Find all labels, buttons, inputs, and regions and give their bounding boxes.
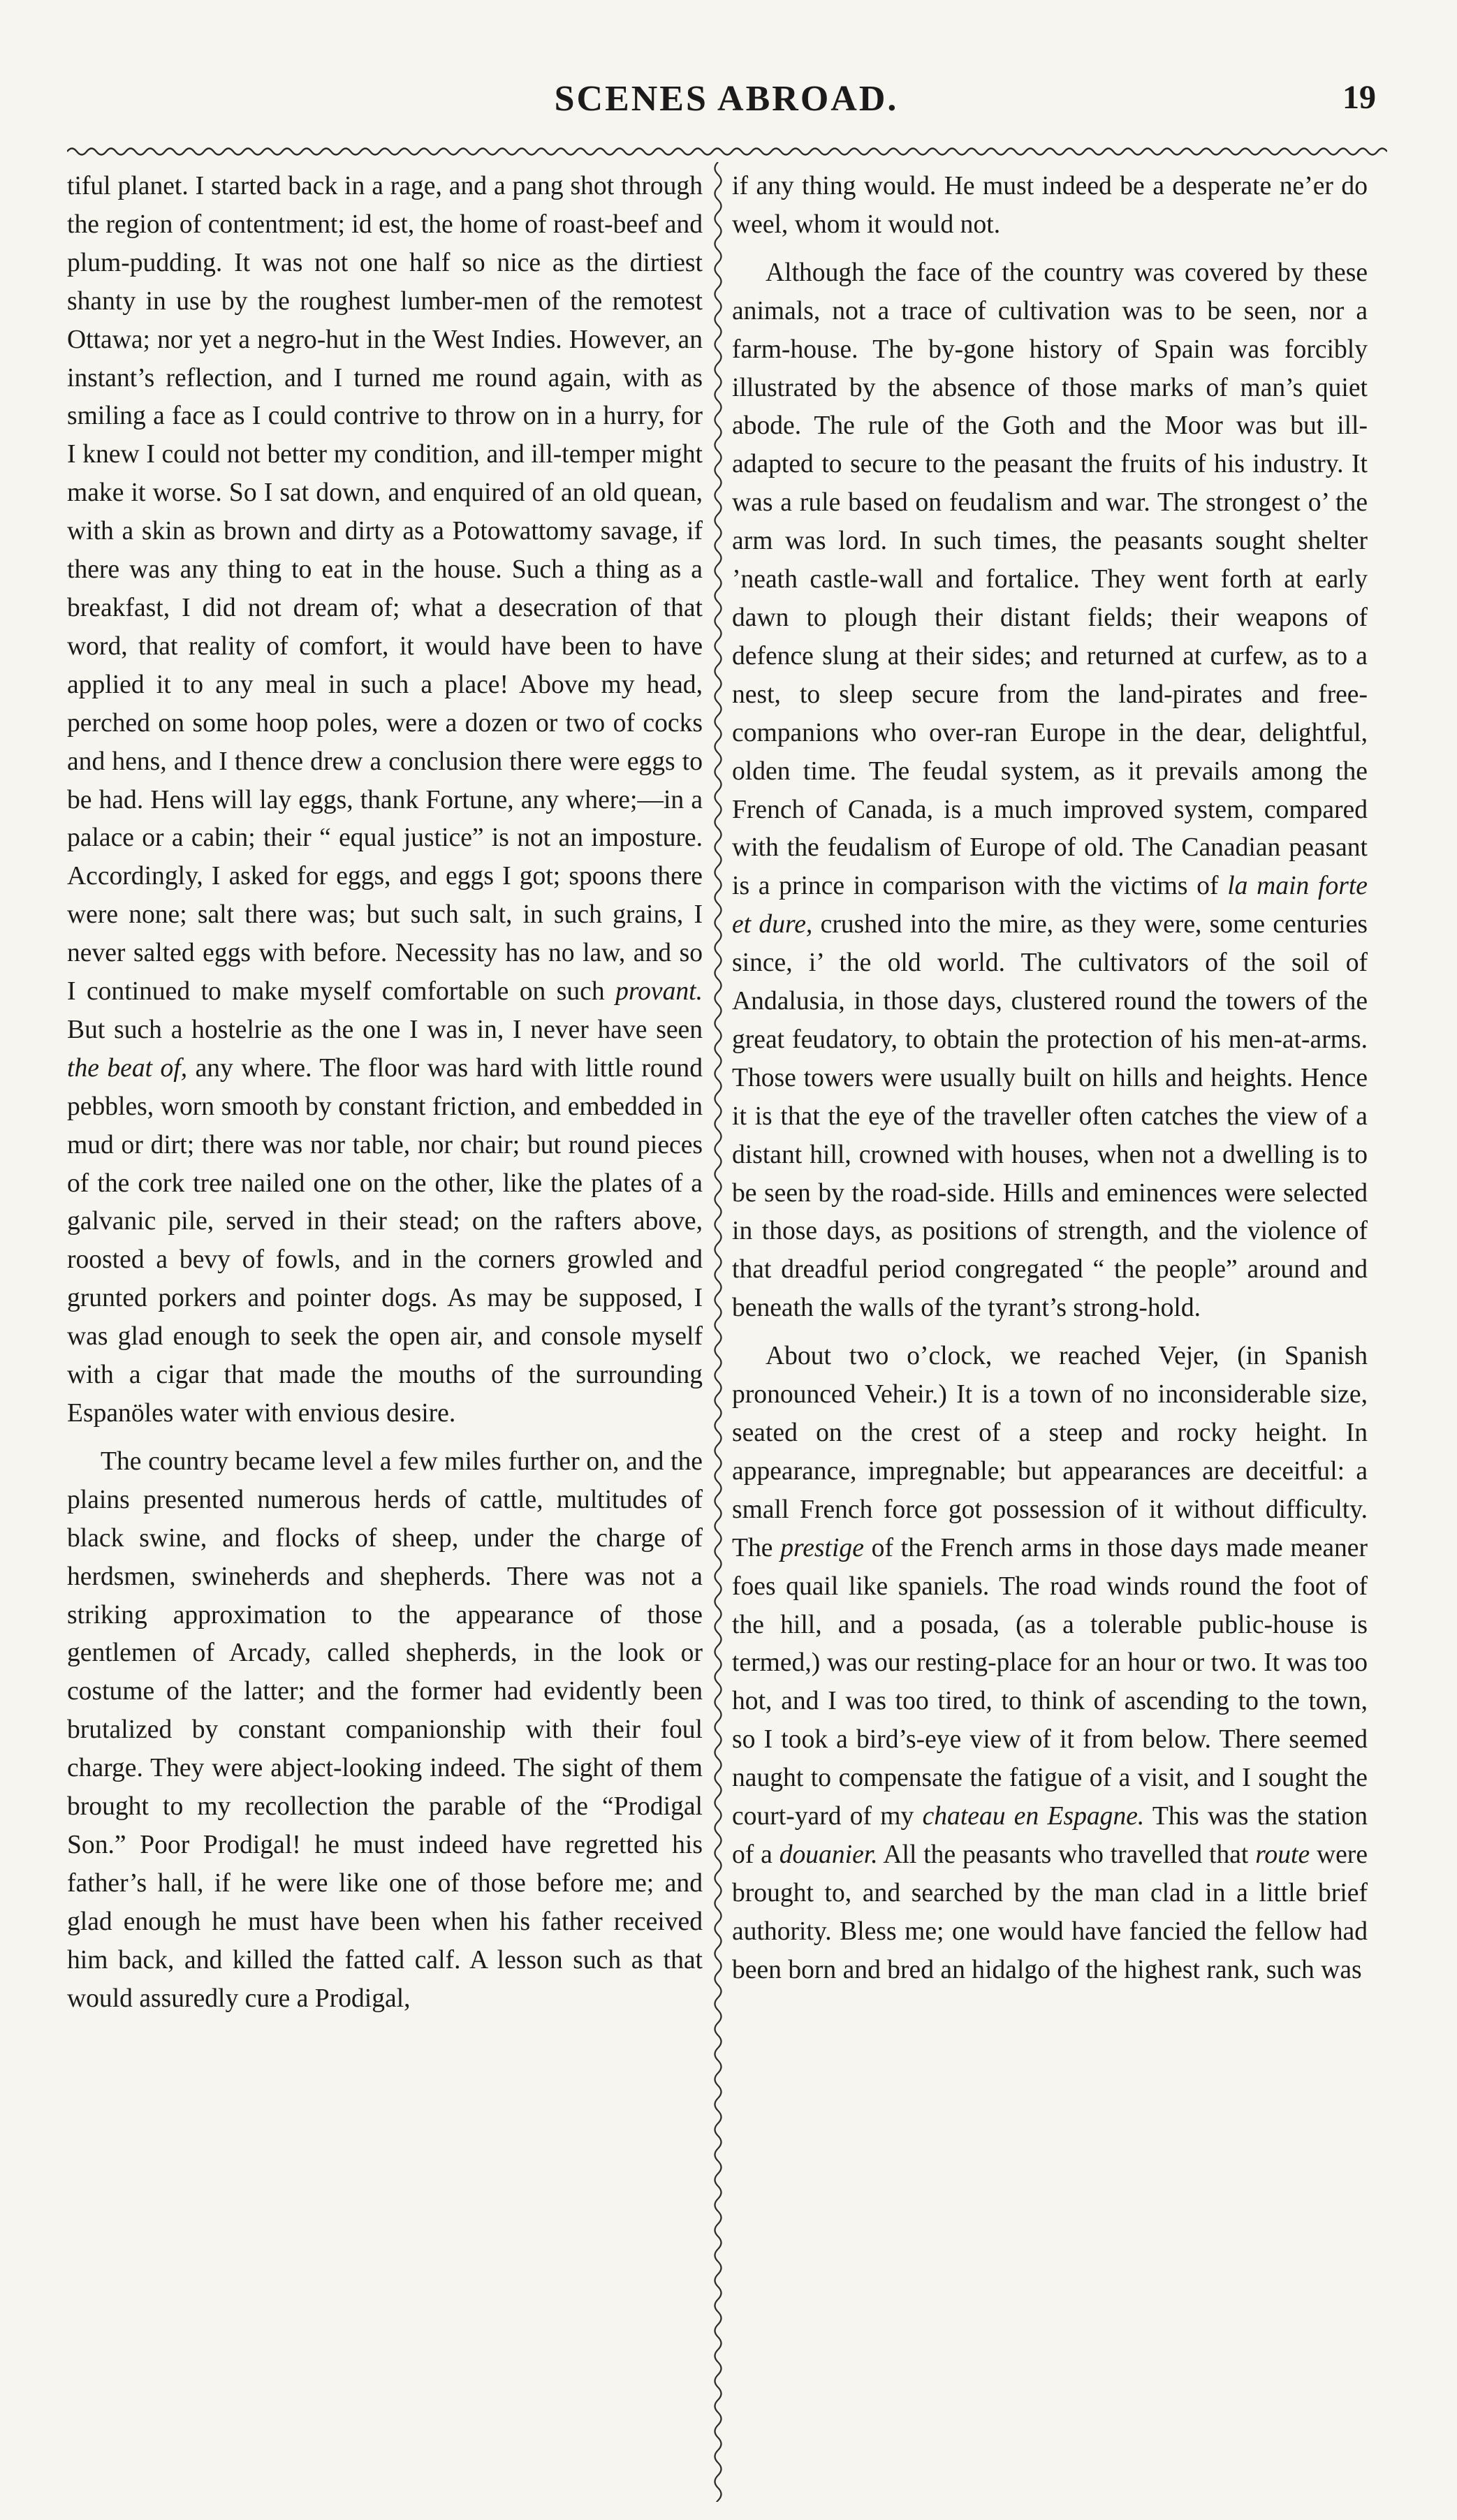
text-run: But such a hostelrie as the one I was in, I never have seen — [67, 1015, 703, 1044]
italic-phrase: la main forte et dure, — [732, 872, 1368, 939]
text-run: The country became level a few miles further on, and the plains presented numerous herds of cattle, multitudes of black swine, and flocks of sheep, under the charge of herdsmen, swineherds and shepherds. There was not a striking approximation to the appearance of those gentlemen of Arcady, called shepherds, in the look or costume of the latter; and the former had evidently been brutalized by constant companionship with their foul charge. They were abject-looking indeed. The sight of them brought to my recollection the parable of the “Prodigal Son.” Poor Prodigal! he must indeed have regretted his father’s hall, if he were like one of those before me; and glad enough he must have been when his father received him back, and killed the fatted calf. A lesson such as that would assuredly cure a Prodigal, — [67, 1446, 703, 2013]
text-run: were brought to, and searched by the man clad in a little brief authority. Bless me; one would have fancied the fellow had been born and bred an hidalgo of the highest rank, such was — [732, 1840, 1368, 1984]
page-header — [70, 68, 1383, 124]
italic-phrase: chateau en Espagne. — [922, 1802, 1145, 1831]
text-run: of the French arms in those days made meaner foes quail like spaniels. The road winds round the foot of the hill, and a posada, (as a tolerable public-house is termed,) was our resting-place for an hour or two. It was too hot, and I was too tired, to think of ascending to the town, so I took a bird’s-eye view of it from below. There seemed naught to compensate the fatigue of a visit, and I sought the court-yard of my — [732, 1533, 1368, 1831]
paragraph — [732, 1338, 1368, 1989]
italic-phrase: provant. — [615, 977, 703, 1006]
text-run: any where. The floor was hard with little round pebbles, worn smooth by constant friction, and embedded in mud or dirt; there was nor table, nor chair; but round pieces of the cork tree nailed one on the other, like the plates of a galvanic pile, served in their stead; on the rafters above, roosted a bevy of fowls, and in the corners growled and grunted porkers and pointer dogs. As may be supposed, I was glad enough to seek the open air, and console myself with a cigar that made the mouths of the surrounding Espanöles water with envious desire. — [67, 1053, 703, 1428]
running-title: SCENES ABROAD. — [554, 79, 899, 119]
text-run: if any thing would. He must indeed be a desperate ne’er do weel, whom it would not. — [732, 172, 1368, 239]
italic-phrase: prestige — [780, 1533, 864, 1562]
text-run: This was the station of a — [732, 1802, 1368, 1869]
italic-phrase: route — [1255, 1840, 1310, 1869]
text-run: crushed into the mire, as they were, some centuries since, i’ the old world. The cultivators of the soil of Andalusia, in those days, clustered round the towers of the great feudatory, to obtain the protection of his men-at-arms. Those towers were usually built on hills and heights. Hence it is that the eye of the traveller often catches the view of a distant hill, crowned with houses, when not a dwelling is to be seen by the road-side. Hills and eminences were selected in those days, as positions of strength, and the violence of that dreadful period congregated “ the people” around and beneath the walls of the tyrant’s strong-hold. — [732, 910, 1368, 1323]
italic-phrase: douanier. — [779, 1840, 878, 1869]
right-column — [732, 168, 1368, 2000]
text-run: Although the face of the country was covered by these animals, not a trace of cultivation was to be seen, nor a farm-house. The by-gone history of Spain was forcibly illustrated by the absence of those marks of man’s quiet abode. The rule of the Goth and the Moor was but ill-adapted to secure to the peasant the fruits of his industry. It was a rule based on feudalism and war. The strongest o’ the arm was lord. In such times, the peasants sought shelter ’neath castle-wall and fortalice. They went forth at early dawn to plough their distant fields; their weapons of defence slung at their sides; and returned at curfew, as to a nest, to sleep secure from the land-pirates and free-companions who over-ran Europe in the dear, delightful, olden time. The feudal system, as it prevails among the French of Canada, is a much improved system, compared with the feudalism of Europe of old. The Canadian peasant is a prince in comparison with the victims of — [732, 258, 1368, 901]
paragraph — [732, 254, 1368, 1328]
paragraph — [67, 1443, 703, 2019]
paragraph — [67, 168, 703, 1433]
page-number: 19 — [1342, 79, 1376, 116]
wavy-rule-ornament — [67, 144, 1387, 159]
paragraph — [732, 168, 1368, 244]
text-run: About two o’clock, we reached Vejer, (in Spanish pronounced Veheir.) It is a town of no inconsiderable size, seated on the crest of a steep and rocky height. In appearance, impregnable; but appearances are deceitful: a small French force got possession of it without difficulty. The — [732, 1342, 1368, 1562]
text-run: tiful planet. I started back in a rage, and a pang shot through the region of contentment; id est, the home of roast-beef and plum-pudding. It was not one half so nice as the dirtiest shanty in use by the roughest lumber-men of the remotest Ottawa; nor yet a negro-hut in the West Indies. However, an instant’s reflection, and I turned me round again, with as smiling a face as I could contrive to throw on in a hurry, for I knew I could not better my condition, and ill-temper might make it worse. So I sat down, and enquired of an old quean, with a skin as brown and dirty as a Potowattomy savage, if there was any thing to eat in the house. Such a thing as a breakfast, I did not dream of; what a desecration of that word, that reality of comfort, it would have been to have applied it to any meal in such a place! Above my head, perched on some hoop poles, were a dozen or two of cocks and hens, and I thence drew a conclusion there were eggs to be had. Hens will lay eggs, thank Fortune, any where;—in a palace or a cabin; their “ equal justice” is not an imposture. Accordingly, I asked for eggs, and eggs I got; spoons there were none; salt there was; but such salt, in such grains, I never salted eggs with before. Necessity has no law, and so I continued to make myself comfortable on such — [67, 172, 703, 1006]
italic-phrase: the beat of, — [67, 1053, 188, 1083]
left-column — [67, 168, 703, 2028]
text-run: All the peasants who travelled that — [877, 1840, 1256, 1869]
column-divider-ornament — [710, 162, 726, 2502]
